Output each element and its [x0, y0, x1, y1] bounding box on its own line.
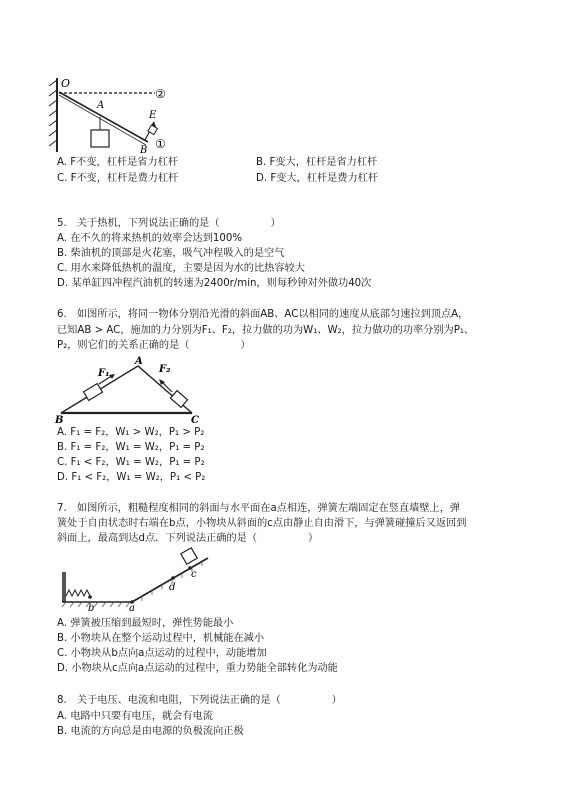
- label-E: E: [149, 110, 157, 121]
- q5-option-d: D. 某单缸四冲程汽油机的转速为2400r/min，则每秒钟对外做功40次: [57, 278, 372, 289]
- q4-option-c: C. F不变，杠杆是费力杠杆: [57, 173, 179, 184]
- label-b: b: [88, 603, 95, 612]
- q7-option-c: C. 小物块从b点向a点运动的过程中，动能增加: [57, 648, 267, 659]
- q5-option-b: B. 柴油机的顶部是火花塞，吸气冲程吸入的是空气: [57, 248, 285, 259]
- q7-stem-line2: 簧处于自由状态时右端在b点，小物块从斜面的c点由静止自由滑下，与弹簧碰撞后又返回到: [57, 518, 467, 529]
- label-A-incline: A: [135, 356, 143, 367]
- q4-option-a: A. F不变，杠杆是省力杠杆: [57, 157, 179, 168]
- q7-option-d: D. 小物块从c点向a点运动的过程中，重力势能全部转化为动能: [57, 663, 338, 674]
- q8-option-a: A. 电路中只要有电压，就会有电流: [57, 711, 213, 722]
- q4-option-b: B. F变大，杠杆是省力杠杆: [256, 157, 378, 168]
- label-a: a: [129, 603, 135, 612]
- q6-stem-line3: P₂，则它们的关系正确的是（ ）: [57, 340, 251, 351]
- label-F1: F₁: [98, 368, 110, 379]
- label-A: A: [97, 100, 105, 111]
- spring-incline-figure: [60, 544, 220, 612]
- q6-stem-line2: 已知AB > AC，施加的力分别为F₁、F₂，拉力做的功为W₁、W₂，拉力做功的功率分别为P₁、: [57, 325, 475, 336]
- label-C-incline: C: [191, 415, 199, 424]
- label-d: d: [169, 582, 176, 593]
- label-circle-2: ②: [155, 87, 166, 101]
- lever-figure: [45, 72, 235, 154]
- q6-option-b: B. F₁ = F₂，W₁ = W₂，P₁ = P₂: [57, 442, 205, 453]
- q7-stem-line1: 7. 如图所示，粗糙程度相同的斜面与水平面在a点相连，弹簧左端固定在竖直墙壁上，弹: [57, 503, 461, 514]
- q7-stem-line3: 斜面上，最高到达d点．下列说法正确的是（ ）: [57, 533, 319, 544]
- q6-option-c: C. F₁ < F₂，W₁ = W₂，P₁ = P₂: [57, 457, 205, 468]
- label-B: B: [140, 145, 148, 154]
- q5-option-a: A. 在不久的将来热机的效率会达到100%: [57, 233, 243, 244]
- q6-stem-line1: 6. 如图所示，将同一物体分别沿光滑的斜面AB、AC以相同的速度从底部匀速拉到顶点A，: [57, 309, 469, 320]
- q6-option-d: D. F₁ < F₂，W₁ = W₂，P₁ < P₂: [57, 472, 206, 483]
- incline-figure: [55, 354, 225, 424]
- q5-option-c: C. 用水来降低热机的温度，主要是因为水的比热容较大: [57, 263, 305, 274]
- label-c: c: [191, 569, 197, 580]
- q4-option-d: D. F变大，杠杆是费力杠杆: [256, 173, 379, 184]
- q5-stem: 5. 关于热机，下列说法正确的是（ ）: [57, 218, 281, 229]
- label-F2: F₂: [159, 364, 171, 375]
- q8-stem: 8. 关于电压、电流和电阻，下列说法正确的是（ ）: [57, 695, 342, 706]
- q7-option-a: A. 弹簧被压缩到最短时，弹性势能最小: [57, 618, 234, 629]
- q6-option-a: A. F₁ = F₂，W₁ > W₂，P₁ > P₂: [57, 427, 205, 438]
- label-B-incline: B: [55, 415, 64, 424]
- label-circle-1: ①: [155, 137, 166, 151]
- q8-option-b: B. 电流的方向总是由电源的负极流向正极: [57, 726, 244, 737]
- label-O: O: [61, 77, 71, 90]
- q7-option-b: B. 小物块从在整个运动过程中，机械能在减小: [57, 633, 265, 644]
